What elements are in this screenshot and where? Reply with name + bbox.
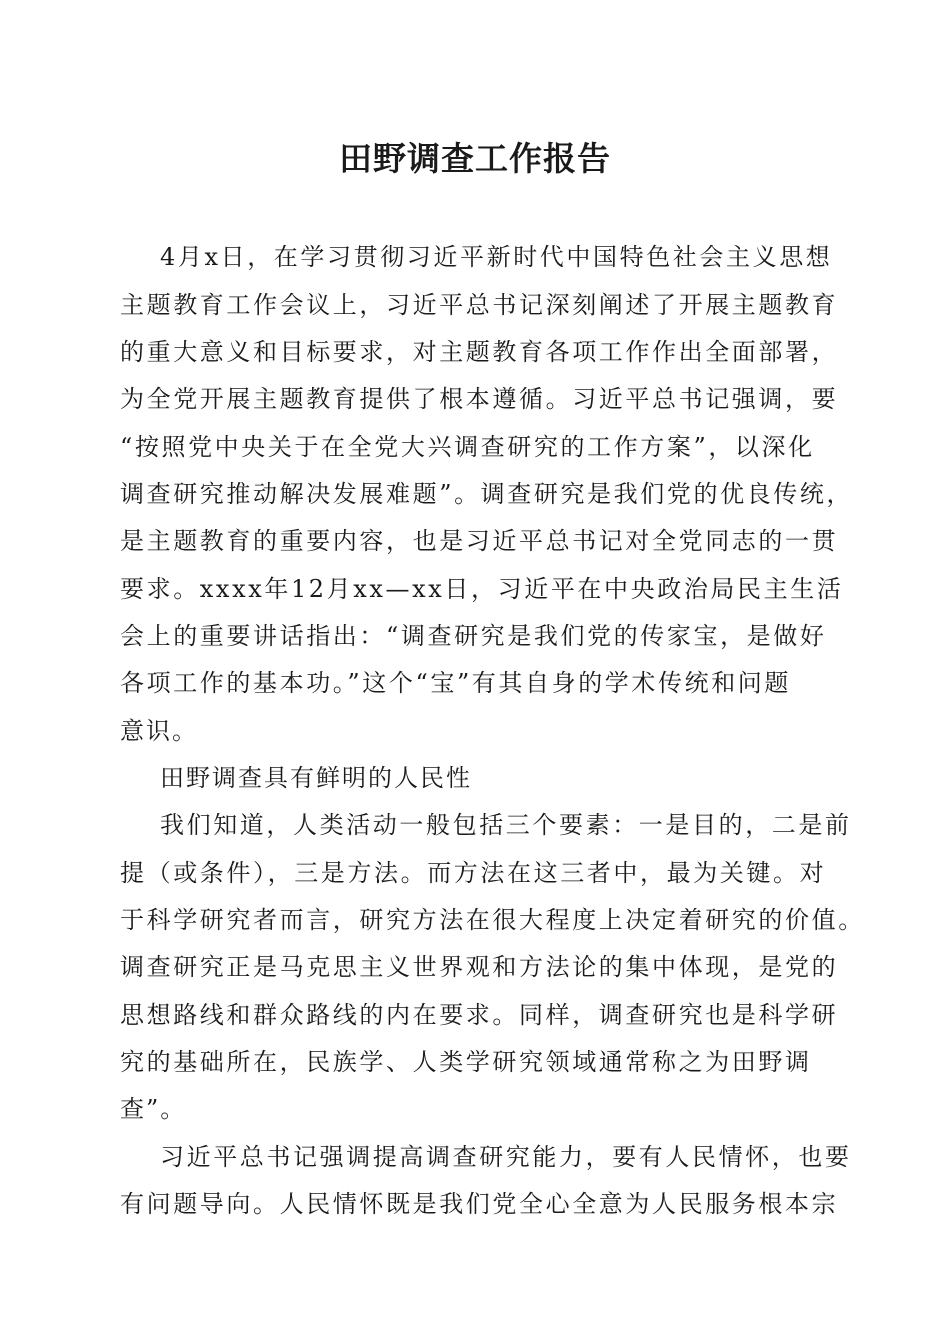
text-line: 主题教育工作会议上，习近平总书记深刻阐述了开展主题教育 — [120, 291, 839, 319]
text-line: 各项工作的基本功。”这个“宝”有其自身的学术传统和问题 — [120, 669, 792, 697]
text-line: 习近平总书记强调提高调查研究能力，要有人民情怀，也要 — [160, 1143, 852, 1171]
text-line: 思想路线和群众路线的内在要求。同样，调查研究也是科学研 — [120, 1001, 839, 1029]
document-title: 田野调查工作报告 — [339, 139, 611, 178]
text-line: 于科学研究者而言，研究方法在很大程度上决定着研究的价值。 — [120, 906, 865, 934]
text-line: 调查研究正是马克思主义世界观和方法论的集中体现，是党的 — [120, 953, 839, 981]
text-line: 究的基础所在，民族学、人类学研究领域通常称之为田野调 — [120, 1048, 812, 1076]
text-line: 会上的重要讲话指出：“调查研究是我们党的传家宝，是做好 — [120, 622, 827, 650]
text-line: 的重大意义和目标要求，对主题教育各项工作作出全面部署， — [120, 338, 839, 366]
text-line: 意识。 — [120, 717, 198, 745]
text-line: 要求。xxxx年12月xx—xx日，习近平在中央政治局民主生活 — [120, 575, 844, 603]
text-line: 查”。 — [120, 1095, 187, 1123]
text-line: 有问题导向。人民情怀既是我们党全心全意为人民服务根本宗 — [120, 1190, 839, 1218]
text-line: 我们知道，人类活动一般包括三个要素：一是目的，二是前 — [160, 811, 852, 839]
section-heading: 田野调查具有鲜明的人民性 — [160, 764, 472, 792]
text-line: 为全党开展主题教育提供了根本遵循。习近平总书记强调，要 — [120, 385, 839, 413]
text-line: 4月x日，在学习贯彻习近平新时代中国特色社会主义思想 — [160, 243, 833, 271]
text-line: “按照党中央关于在全党大兴调查研究的工作方案”，以深化 — [120, 433, 815, 461]
text-line: 提（或条件），三是方法。而方法在这三者中，最为关键。对 — [120, 859, 827, 887]
text-line: 调查研究推动解决发展难题”。调查研究是我们党的优良传统， — [120, 480, 854, 508]
text-line: 是主题教育的重要内容，也是习近平总书记对全党同志的一贯 — [120, 527, 839, 555]
